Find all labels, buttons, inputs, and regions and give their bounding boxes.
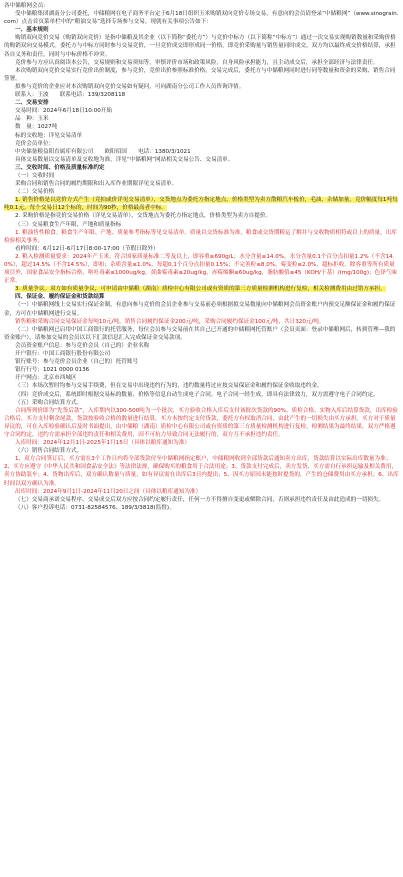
quality-subtitle: （三）交易粮食生产年限、产地和质量指标 (15, 221, 122, 228)
delivery-time-subtitle: （一）交收时间 (15, 172, 55, 179)
outbound-time: 出库时间：2024年9月1日-2024年11月20日之间（具体以粮库通知为准） (15, 488, 202, 495)
trade-variety: 品 种：玉米 (15, 116, 49, 123)
section-3-title: 三、交收时间、价格及质量标准约定 (15, 164, 105, 171)
price-subtitle: （二）交易价格 (15, 189, 55, 196)
account-number: 银行行号：1021 0000 0136 (15, 367, 90, 374)
section-1-p2: 竞价参与方应认真阅读本公告，交易规则和交易须知等，审慎评价市场和政策风险，自身风险承担能力，且主动成交后，承担全部经济与法律责任。 (15, 59, 379, 66)
salutation: 各中储粮网会员： (4, 3, 49, 9)
trade-unit-label: 竞价会员单位： (15, 140, 55, 147)
account-holder: 银行账号：参与竞价会员企业（自己的）托管账号 (15, 359, 139, 366)
price-item-1: 1. 销售价格是以竞价方式产生（竞拍或价详见交易清单），交货地点为委托方指定地点，价格类型为卖方散粮汽车板价，毛油、杂储加量，竞价幅度每1吨每吨0.1元，每个交易日12个标的，时间为90秒，价格最高者中标。 (4, 197, 398, 212)
section-1-p1: 购销双向竞价交易（购销双向竞价）是指中储粮及其企业（以下简称“委托方”）与竞价中标方（以下简称“中标方”）通过一次交易实现购销数量和采购价格的购销双向交易模式。委托方与中标方同时参与交易竞价，一旦竞价成交即形成同一价格，即竞价采购量与销售量同时成交，双方均以最终成交价格结算，承担各自义务和责任，同时与中标价格不冲突。 (4, 35, 396, 58)
section-1-p3: 本次购销双向竞价交易实行竞价出价制度，参与竞价，竞价出价参照标准价格，交易完成后，委托方与中储粮网同时进行同等数量和资金的采购、销售合同签署。 (4, 67, 396, 82)
quality-item-1: 1. 粮油售性粮食。粮食生产年限、产地、质量参考指标等见交易清单。质量以交货标准为准，粮食或交货期粮运了解并与交收物质相符或以上的质量，出库检验相关事务。 (4, 229, 397, 244)
price-item-2: 2. 采购价格是指竞价交易价格（详见交易清单），交货地点为委托方指定地点，价格类型为卖方自提价。 (15, 213, 272, 220)
section-1-title: 一、基本规则 (15, 27, 49, 34)
trade-quantity: 数 量：1027吨 (15, 124, 58, 131)
quality-item-2: 2. 粮入检测质量要求：2024年产玉米，符合国家质量标准二等及以上，即容重≥690g/L；水分含量≤14.0%，水分含量0.1个百分点扣量1.2%（不含14.0%），超过14.5%（不含14.5%），即扣；杂质含量≤1.0%，每超0.1个百分点扣量0.15%；不完善粒≤8.0%，霉变粒≤2.0%，超标拒收。除容重等所有质量项目外，国家食品安全指标合格，呕吐毒素≤1000ug/kg，黄曲霉毒素≤20ug/kg，赤霉烯酮≤60ug/kg，脂肪酸值≤45（KOH/干基）/(mg/100g)；色泽气味正常。 (4, 253, 397, 285)
purchase-settlement-text: 合同所列价即为“先货后款”，入库期内以300-500吨为一个批次，买方验收合格入库后支付该批次货款的90%，质检合格、实物入库后结算货款，出库检验合格后，买方支付剩余尾款，货款按验收合格的数量进行结算，买方未按约定支付货款，委托方有权取消合同，由此产生的一切损失由买方承担。买方对于质量异议的，可在入库检验确认后及时书面提出，由中储粮（湖南）质检中心有限公司或有资质的第三方质量检测机构进行复检，检测结果为最终结果。双方严格遵守合同约定，违约方需承担全部违约责任和相关费用，因不可抗力导致合同无法履行的，双方互不承担违约责任。 (4, 407, 398, 438)
trade-buyer: 中央储备粮益阳直属库有限公司 欧阳绍国 电话：1380/3/1021 (15, 148, 191, 155)
section-1-p4: 拟参与竞价的企业应对本次购销双向竞价交易如有疑问，可向湖南分公司工作人员咨询详情。 (15, 83, 245, 90)
fee-note: （三）本场次暂时均参与交易手续费，但在交易中出现违约行为的，违约数量将过应按交易保证金和履约保证金收取违约金。 (15, 383, 323, 390)
section-2-title: 二、交易安排 (15, 100, 49, 107)
account-branch: 开户网点：北京市西城区 (15, 375, 77, 382)
sales-settlement-subtitle: （六）销售合同结算方式。 (15, 448, 83, 455)
delivery-time-text: 采购合同和销售合同的履约期限和出入库作业期限详见交易清单。 (15, 181, 178, 188)
complaint-line: （八）客户投诉电话：0731-82584576、189/3/3818(监督)。 (15, 504, 175, 511)
intro-paragraph: 受中储粮集团湖南分公司委托，中储粮网在电子商务平台定于6月18日组织玉米购销双向竞价专场交易，有意向的会员请登录“中储粮网”（www.sinograin.com）点击首页菜单栏中的“粮油交易”选择专场参与交易。现就有关事项公告如下： (4, 11, 399, 26)
sample-time: 看样时间：6月12日-6月17日8:00-17:00（节假日除外） (15, 245, 159, 252)
margin-subtitle-2: （二）中储粮网已启用中国工商银行的托管服务，每位会员参与交易前在其自己已开通的中储粮网托管账户（会员页面：登录中储粮网后，转到管理—我的资金账户），请参加交易的会员以以下汇款信息汇入完成保证金交易款项。 (4, 326, 396, 341)
trade-detail: 具体交易数量以交易清单及交收地为准，详见“中储粮网”网站相关交易公告、交易清单。 (15, 156, 234, 163)
account-title: 会员资金账户信息：参与竞价会员（自己的）企业名称 (15, 342, 150, 349)
margin-subtitle-1: （一）中储粮网线上交易实行保证金制，有意向参与竞价的会员企业参与交易前必须根据拟交易数量向中储粮网会员资金账户内预交足额保证金和履约保证金，方可在中储粮网进行交易。 (4, 302, 396, 317)
contract-note: （四）竞价成交后，系统即时根据交易标的数量、价格等信息自动生成电子合同。电子合同一经生成，即具有法律效力，双方需遵守电子合同约定。 (15, 391, 379, 398)
quality-item-3: 3. 质量争议。双方如有质量争议，可申请由中储粮（湖南）质检中心有限公司或有资质的第三方质量检测机构进行复检，相关检测费用由过错方承担。 (15, 286, 386, 293)
contract-commitment: （七）交易商承诺交易程序，交易成交后双方应按合同约定履行责任，任何一方不得擅自变更或解除合同，否则承担违约责任及由此造成的一切损失。 (15, 496, 385, 503)
trade-target: 标的交收地：详见交易清单 (15, 132, 83, 139)
purchase-settlement-subtitle: （五）采购合同结算方式。 (15, 399, 83, 406)
account-bank-name: 开户银行：中国工商银行股份有限公司 (15, 351, 111, 358)
section-4-title: 四、保证金、履约保证金和货款结算 (15, 294, 105, 301)
margin-amount: 销售粮和采购合同交易保证金每吨10元/吨，销售合同履约保证金200元/吨，采购合同履约保证金100元/吨，共计320元/吨。 (15, 318, 325, 325)
trade-time: 交易时间：2024年6月18日10:00开始 (15, 108, 112, 115)
sales-settlement-text: 1、双方合同签订后，买方需在3个工作日内将全部货款付至中储粮网指定账户，中储粮网收到全部货款后通知卖方出库，货款结算以实际出库数量为准；2、买方应遵守《中华人民共和国食品安全法》等法律法规，确保购买的粮食用于合法用途；3、货款支付完成后，卖方发货，买方需自行承担运输及相关费用，卖方协助装车；4、货物出库后，双方确认数量与质量，如有异议需在出库后3日内提出；5、因买方原因未能按时提货的，产生的仓储费用由买方承担；6、出库时间以双方确认为准。 (4, 456, 399, 487)
section-1-contact: 联系人：王波 联系电话：139/3208118 (15, 92, 126, 99)
inbound-time: 入库时间：2024年12月1日-2025年1月15日（具体以粮库通知为准） (15, 440, 190, 447)
